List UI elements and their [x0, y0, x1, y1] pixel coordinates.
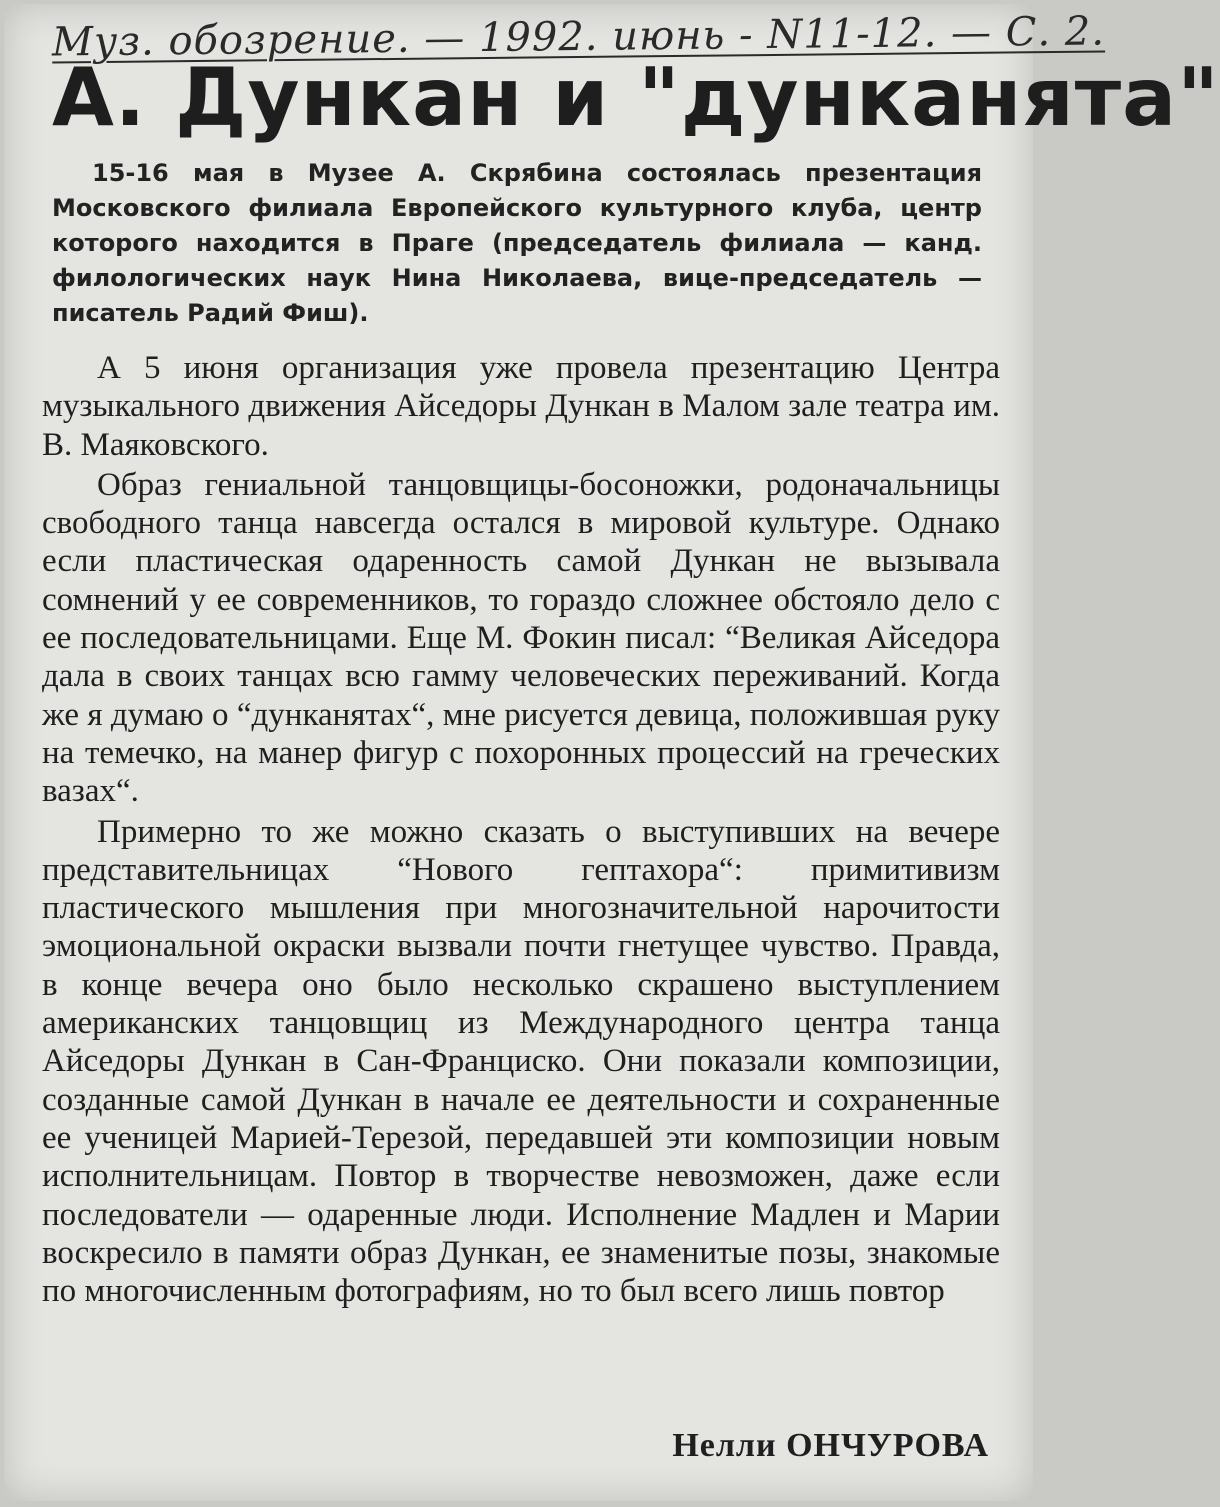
article-lead: 15-16 мая в Музее А. Скрябина состоялась презентация Московского филиала Европейского культурного клуба, центр которого находится в Праге (председатель филиала — канд. филологических наук Нина Николаева, вице-председатель — писатель Радий Фиш). [52, 159, 982, 327]
article-paragraph: Примерно то же можно сказать о выступивших на вечере представительницах “Нового гептахора“: примитивизм пластического мышления при многозначительной нарочитости эмоциональной окраски вызвали почти гнетущее чувство. Правда, в конце вечера оно было несколько скрашено выступлением американских танцовщиц из Международного центра танца Айседоры Дункан в Сан-Франциско. Они показали композиции, созданные самой Дункан в начале ее деятельности и сохраненные ее ученицей Марией-Терезой, передавшей эти композиции новым исполнительницам. Повтор в творчестве невозможен, даже если последователи — одаренные люди. Исполнение Мадлен и Марии воскресило в памяти образ Дункан, ее знаменитые позы, знакомые по многочисленным фотографиям, но то был всего лишь повтор [42, 813, 1000, 1310]
article-body [42, 349, 1000, 1312]
newspaper-clipping [4, 4, 1220, 1501]
author-byline: Нелли ОНЧУРОВА [672, 1427, 989, 1464]
article-paragraph: А 5 июня организация уже провела презентацию Центра музыкального движения Айседоры Дункан в Малом зале театра им. В. Маяковского. [42, 350, 1000, 463]
handwritten-source-note: Муз. обозрение. — 1992. июнь - N11-12. — С. 2. [51, 8, 1106, 66]
article-headline: А. Дункан и "дунканята" [52, 51, 1220, 144]
article-paragraph: Образ гениальной танцовщицы-босоножки, родоначальницы свободного танца навсегда остался в мировой культуре. Однако если пластическая одаренность самой Дункан не вызывала сомнений у ее современников, то гораздо сложнее обстояло дело с ее последовательницами. Еще М. Фокин писал: “Великая Айседора дала в своих танцах всю гамму человеческих переживаний. Когда же я думаю о “дунканятах“, мне рисуется девица, положившая руку на темечко, на манер фигур с похоронных процессий на греческих вазах“. [42, 466, 1000, 810]
